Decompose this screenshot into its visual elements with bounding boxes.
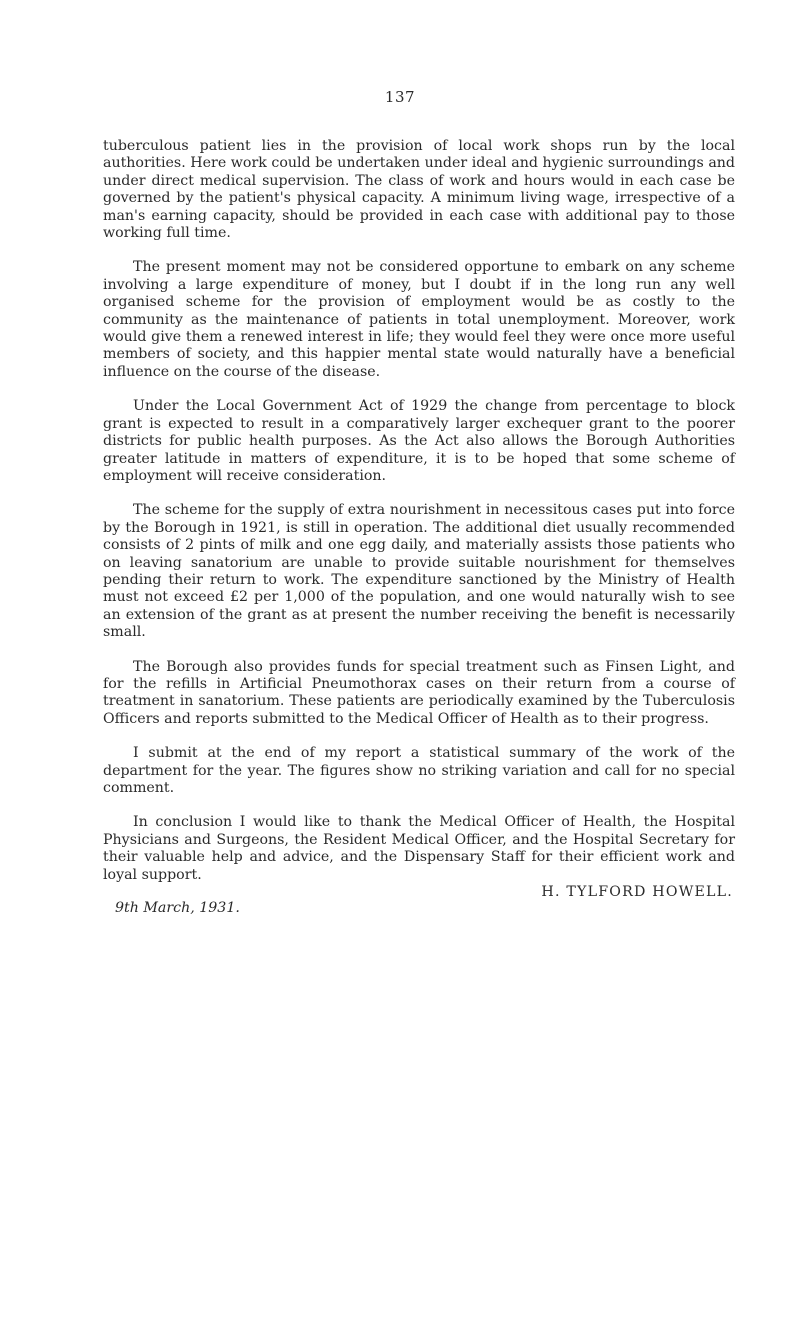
paragraph-extra-nourishment: The scheme for the supply of extra nourishment in necessitous cases put into force by the Borough in 1921, is still in operation. The additional diet usually recommended consists of 2 pints of milk and one egg daily, and materially assists those patients who on leaving sanatorium are unable to provide suitable nourishment for themselves pending their return to work. The expenditure sanctioned by the Ministry of Health must not exceed £2 per 1,000 of the population, and one would naturally wish to see an extension of the grant as at present the number receiving the benefit is necessarily small. — [103, 502, 735, 641]
report-date — [115, 900, 240, 916]
signature-block — [103, 884, 735, 924]
paragraph-statistical-summary: I submit at the end of my report a statistical summary of the work of the department for the year. The figures show no striking variation and call for no special comment. — [103, 745, 735, 796]
paragraph-employment-workshops: tuberculous patient lies in the provision of local work shops run by the local authorities. Here work could be undertaken under ideal and hygienic surroundings and under direct medical supervision. The class of work and hours would in each case be governed by the patient's physical capacity. A minimum living wage, irrespective of a man's earning capacity, should be provided in each case with additional pay to those working full time. — [103, 138, 735, 242]
paragraph-special-treatment: The Borough also provides funds for special treatment such as Finsen Light, and for the refills in Artificial Pneumothorax cases on their return from a course of treatment in sanatorium. These patients are periodically examined by the Tuberculosis Officers and reports submitted to the Medical Officer of Health as to their progress. — [103, 658, 735, 727]
page-number: 137 — [384, 88, 416, 106]
paragraph-cost-of-scheme: The present moment may not be considered opportune to embark on any scheme involving a large expenditure of money, but I doubt if in the long run any well organised scheme for the provision of employment would be as costly to the community as the maintenance of patients in total unemployment. Moreover, work would give them a renewed interest in life; they would feel they were once more useful members of society, and this happier mental state would naturally have a beneficial influence on the course of the disease. — [103, 259, 735, 380]
report-date-text: 9th March, 1931. — [115, 900, 240, 917]
signature: H. TYLFORD HOWELL. — [541, 884, 733, 901]
report-body — [103, 138, 735, 924]
paragraph-acknowledgements: In conclusion I would like to thank the Medical Officer of Health, the Hospital Physicians and Surgeons, the Resident Medical Officer, and the Hospital Secretary for their valuable help and advice, and the Dispensary Staff for their efficient work and loyal support. — [103, 814, 735, 883]
paragraph-local-government-act: Under the Local Government Act of 1929 the change from percentage to block grant is expected to result in a comparatively larger exchequer grant to the poorer districts for public health purposes. As the Act also allows the Borough Authorities greater latitude in matters of expenditure, it is to be hoped that some scheme of employment will receive consideration. — [103, 398, 735, 484]
